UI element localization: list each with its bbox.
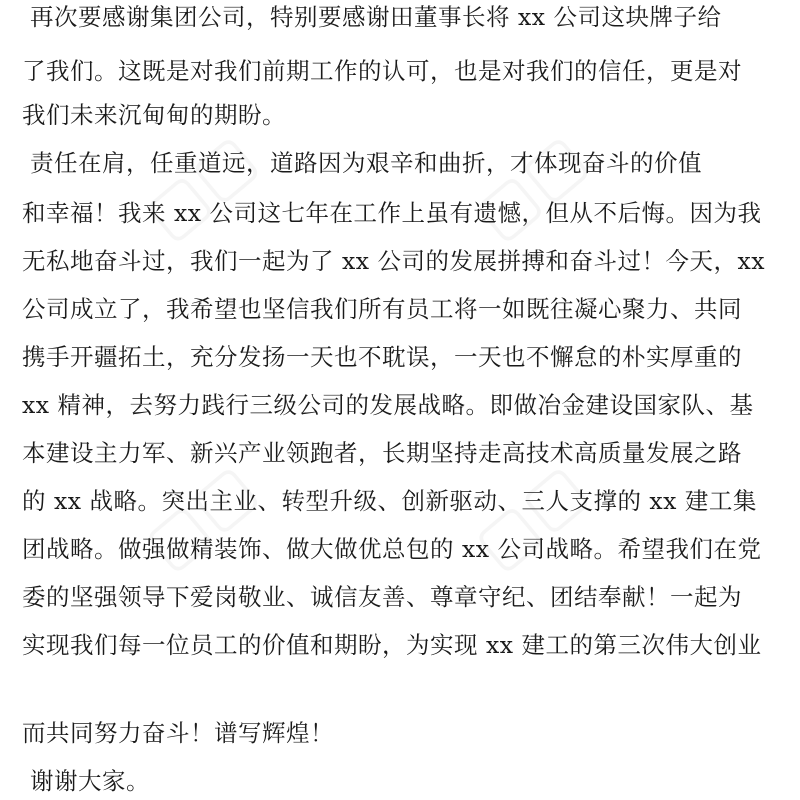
text-line-14: 实现我们每一位员工的价值和期盼，为实现 xx 建工的第三次伟大创业 xyxy=(22,631,762,659)
text-line-3: 我们未来沉甸甸的期盼。 xyxy=(22,101,286,129)
text-line-2: 了我们。这既是对我们前期工作的认可，也是对我们的信任，更是对 xyxy=(22,57,742,85)
text-line-12: 团战略。做强做精装饰、做大做优总包的 xx 公司战略。希望我们在党 xyxy=(22,535,762,563)
text-line-1: 再次要感谢集团公司，特别要感谢田董事长将 xx 公司这块牌子给 xyxy=(30,3,722,31)
watermark: ▢▢ xyxy=(130,119,271,255)
watermark: ▢▢ xyxy=(460,119,601,255)
text-line-9: xx 精神，去努力践行三级公司的发展战略。即做冶金建设国家队、基 xyxy=(22,391,754,419)
text-line-5: 和幸福！我来 xx 公司这七年在工作上虽有遗憾，但从不后悔。因为我 xyxy=(22,199,762,227)
text-line-6: 无私地奋斗过，我们一起为了 xx 公司的发展拼搏和奋斗过！今天，xx xyxy=(22,247,765,275)
text-line-4: 责任在肩，任重道远，道路因为艰辛和曲折，才体现奋斗的价值 xyxy=(30,149,702,177)
text-line-8: 携手开疆拓土，充分发扬一天也不耽误，一天也不懈怠的朴实厚重的 xyxy=(22,343,742,371)
text-line-15: 而共同努力奋斗！谱写辉煌！ xyxy=(22,719,334,747)
text-line-10: 本建设主力军、新兴产业领跑者，长期坚持走高技术高质量发展之路 xyxy=(22,439,742,467)
text-line-7: 公司成立了，我希望也坚信我们所有员工将一如既往凝心聚力、共同 xyxy=(22,295,742,323)
watermark: ▢▢ xyxy=(460,449,601,585)
text-line-13: 委的坚强领导下爱岗敬业、诚信友善、尊章守纪、团结奉献！一起为 xyxy=(22,583,742,611)
watermark: ▢▢ xyxy=(130,449,271,585)
text-line-16: 谢谢大家。 xyxy=(30,767,150,795)
text-line-11: 的 xx 战略。突出主业、转型升级、创新驱动、三人支撑的 xx 建工集 xyxy=(22,487,757,515)
